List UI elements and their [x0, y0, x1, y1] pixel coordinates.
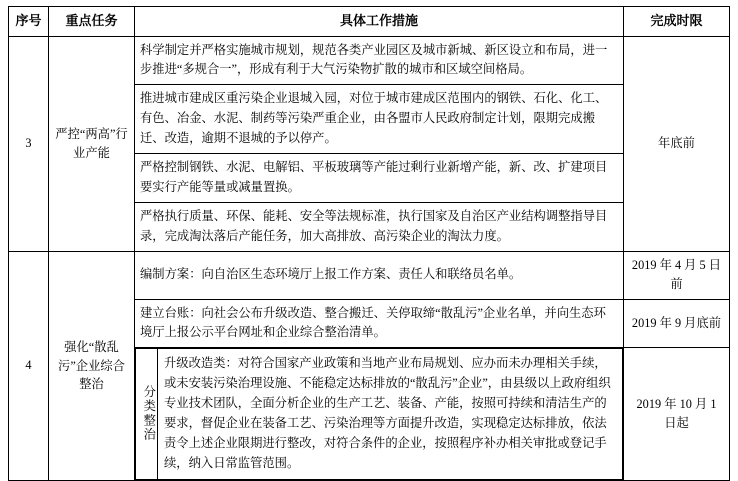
measure-cell: 编制方案：向自治区生态环境厅上报工作方案、责任人和联络员名单。 — [135, 251, 624, 299]
measure-cell: 严格执行质量、环保、能耗、安全等法规标准，执行国家及自治区产业结构调整指导目录，完成淘汰落后产能任务，加大高排放、高污染企业的淘汰力度。 — [135, 202, 624, 251]
measure-due: 2019 年 10 月 1 日起 — [624, 348, 730, 480]
sub-label-classified-treatment: 分类整治 — [136, 349, 158, 479]
column-header-task: 重点任务 — [49, 7, 135, 37]
measure-cell: 推进城市建成区重污染企业退城入园，对位于城市建成区范围内的钢铁、石化、化工、有色、冶金、水泥、制药等污染严重企业，由各盟市人民政府制定计划，限期完成搬迁、改造，逾期不退城的予以停产。 — [135, 85, 624, 154]
row-seq-3: 3 — [9, 36, 49, 251]
measure-cell: 科学制定并严格实施城市规划，规范各类产业园区及城市新城、新区设立和布局，进一步推进“多规合一”，形成有利于大气污染物扩散的城市和区域空间格局。 — [135, 36, 624, 85]
row-task-3: 严控“两高”行业产能 — [49, 36, 135, 251]
table-row — [9, 36, 730, 85]
row-due-3: 年底前 — [624, 36, 730, 251]
table-row — [9, 251, 730, 299]
column-header-seq: 序号 — [9, 7, 49, 37]
measure-due: 2019 年 9 月底前 — [624, 299, 730, 348]
measure-due: 2019 年 4 月 5 日前 — [624, 251, 730, 299]
classified-treatment-group — [135, 348, 623, 479]
row-seq-4: 4 — [9, 251, 49, 480]
measure-cell: 严格控制钢铁、水泥、电解铝、平板玻璃等产能过剩行业新增产能，新、改、扩建项目要实行产能等量或减量置换。 — [135, 154, 624, 203]
work-measures-table — [8, 6, 730, 481]
column-header-due: 完成时限 — [624, 7, 730, 37]
row-task-4: 强化“散乱污”企业综合整治 — [49, 251, 135, 480]
measure-cell-grouped — [135, 348, 624, 480]
measure-cell: 建立台账：向社会公布升级改造、整合搬迁、关停取缔“散乱污”企业名单，并向生态环境厅上报公示平台网址和企业综合整治清单。 — [135, 299, 624, 348]
table-header-row — [9, 7, 730, 37]
column-header-measures: 具体工作措施 — [135, 7, 624, 37]
measure-text: 升级改造类：对符合国家产业政策和当地产业布局规划、应办而未办理相关手续，或未安装污染治理设施、不能稳定达标排放的“散乱污”企业”，由县级以上政府组织专业技术团队，全面分析企业的生产工艺、装备、产能，按照可持续和清洁生产的要求，督促企业在装备工艺、污染治理等方面提升改造，实现稳定达标排放，依法责令上述企业限期进行整改，对符合条件的企业，按照程序补办相关审批或登记手续，纳入日常监管范围。 — [158, 349, 623, 479]
